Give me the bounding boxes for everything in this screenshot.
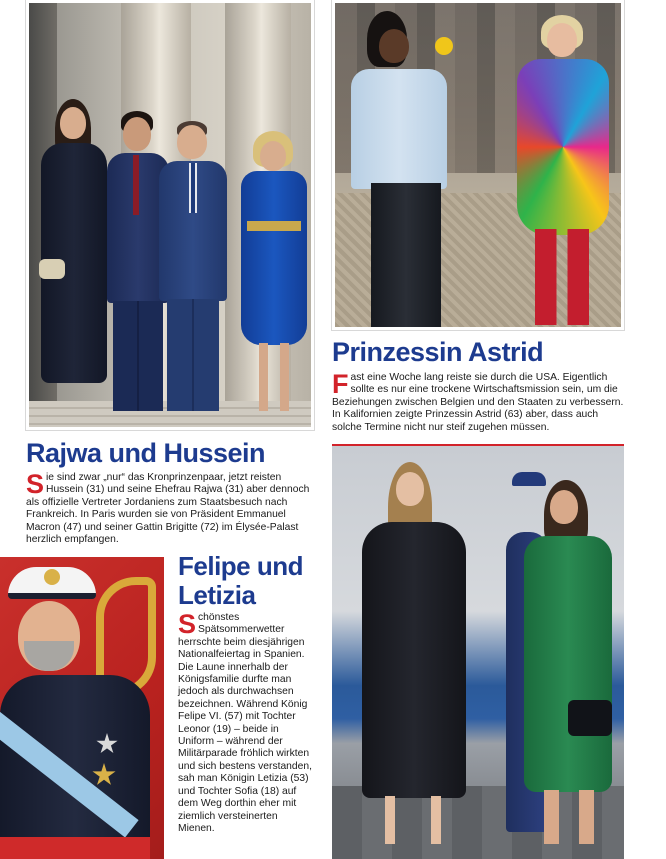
microphone-icon (435, 37, 453, 55)
person-princess-astrid (511, 15, 615, 330)
cap-badge-icon (44, 569, 60, 585)
photo-princess-astrid-dancing (332, 0, 624, 330)
person-queen-letizia (516, 480, 620, 844)
article-astrid-body: ast eine Woche lang reiste sie durch die USA. Eigentlich sollte es nur eine trockene Wirtschaftsmission sein, um die Beziehungen zwischen Belgien und den Staaten zu verbessern. In Kalifornien zeigte Prinzessin Astrid (63) aber, dass auch solche Termine nicht nur steif zugehen müssen. (332, 372, 624, 433)
article-rajwa-text (26, 469, 316, 546)
person-brigitte (235, 131, 313, 411)
article-felipe-body: chönstes Spätsommerwetter herrschte beim diesjährigen Nationalfeiertag in Spanien. Die Laune innerhalb der Königsfamilie durfte man jedoch als durchwachsen bezeichnen. Während König Felipe VI. (57) mit Tochter Leonor (19) – beide in Uniform – während der Militärparade fröhlich wirkten und sich bestens verstanden, sah man Königin Letizia (53) und Tochter Sofia (18) auf dem Weg dorthin eher mit ziemlich versteinerten Mienen. (178, 612, 312, 834)
dropcap-rajwa: S (26, 469, 45, 499)
headline-felipe-und-letizia (178, 552, 328, 610)
article-astrid-text (332, 369, 624, 434)
headline-line-1: Felipe und (178, 551, 303, 581)
photo-queen-letizia-and-sofia (332, 446, 624, 859)
person-dancing-woman (343, 7, 463, 330)
headline-prinzessin-astrid: Prinzessin Astrid (332, 337, 544, 367)
photo-king-felipe (0, 557, 164, 859)
headline-line-2: Letizia (178, 580, 256, 610)
article-felipe-text (178, 609, 314, 835)
article-rajwa-body: ie sind zwar „nur“ das Kronprinzenpaar, jetzt reisten Hussein (31) und seine Ehefrau Rajwa (31) aber dennoch als offizielle Vertreter Jordaniens zum Staatsbesuch nach Frankreich. In Paris wurden sie von Präsident Emmanuel Macron (47) und seiner Gattin Brigitte (72) im Élysée-Palast herzlich empfangen. (26, 472, 310, 546)
red-belt (0, 837, 150, 859)
photo-rajwa-hussein-elysee (26, 0, 314, 430)
dropcap-felipe: S (178, 609, 197, 639)
headline-rajwa-und-hussein: Rajwa und Hussein (26, 438, 266, 468)
person-infanta-sofia (352, 462, 472, 844)
person-macron (155, 121, 231, 411)
person-king-felipe (0, 557, 150, 859)
black-handbag (568, 700, 612, 736)
dropcap-astrid: F (332, 369, 349, 399)
